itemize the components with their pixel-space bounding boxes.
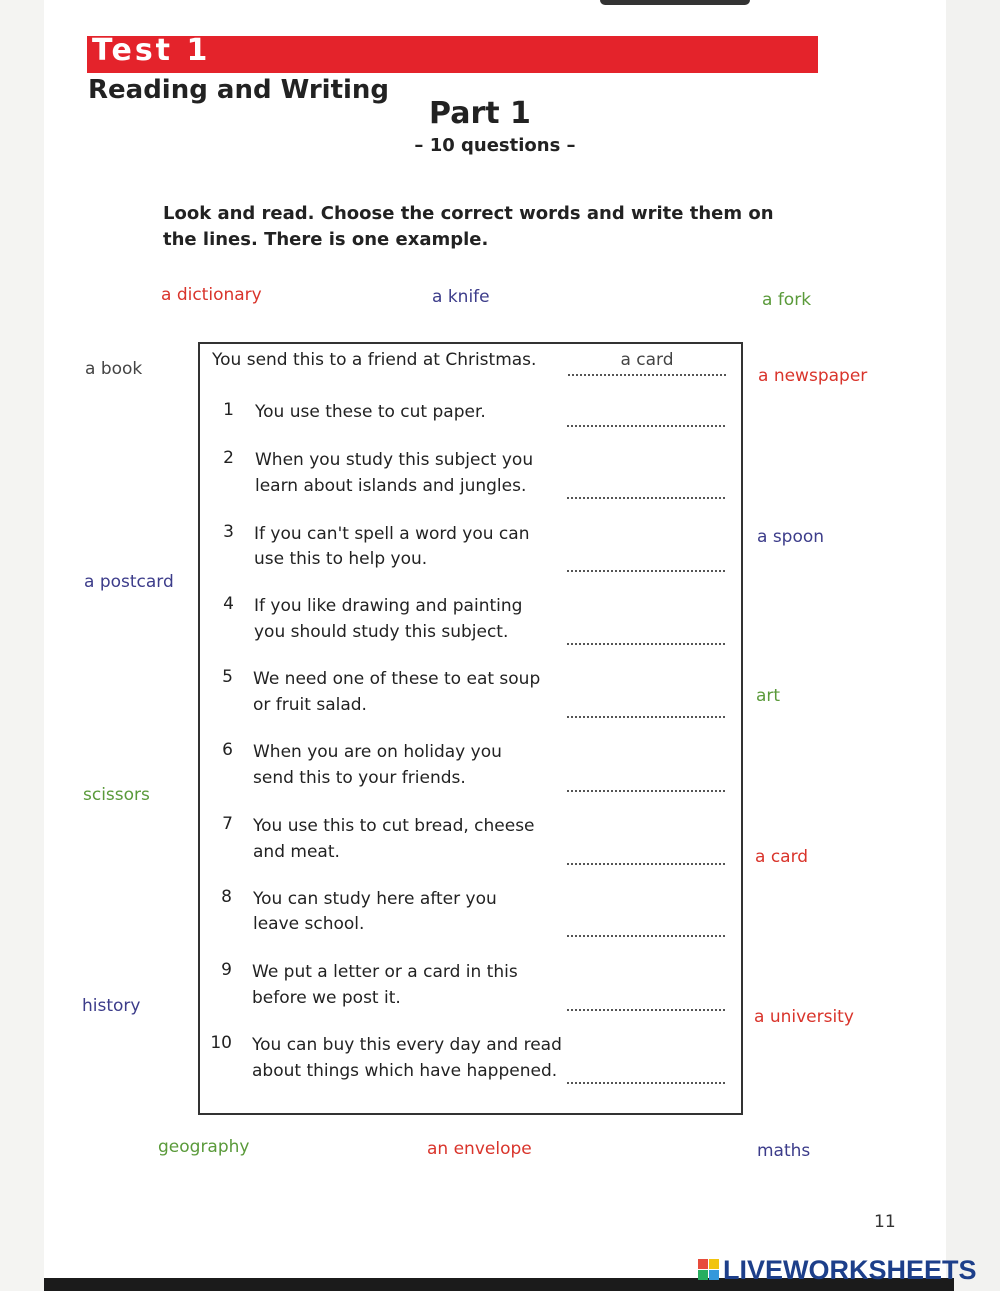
word-bank-item: history [82, 996, 141, 1016]
question-number: 7 [222, 814, 233, 834]
word-bank-item: scissors [83, 785, 150, 805]
question-number: 2 [223, 448, 234, 468]
question-text: You can buy this every day and read [252, 1035, 562, 1055]
question-number: 5 [222, 667, 233, 687]
answer-line-9[interactable] [567, 1008, 725, 1011]
question-text: You use this to cut bread, cheese [253, 816, 535, 836]
word-bank-item: a spoon [757, 527, 825, 547]
word-bank-item: a book [85, 359, 143, 379]
question-text: before we post it. [252, 988, 401, 1008]
question-text: and meat. [253, 842, 340, 862]
part-title: Part 1 [429, 96, 531, 131]
word-bank-item: a knife [432, 287, 490, 307]
question-text: We put a letter or a card in this [252, 962, 518, 982]
question-text: We need one of these to eat soup [253, 669, 541, 689]
word-bank-item: art [756, 686, 781, 706]
example-answer: a card [568, 350, 726, 376]
page-number: 11 [874, 1212, 896, 1232]
question-number: 6 [222, 740, 233, 760]
question-text: about things which have happened. [252, 1061, 558, 1081]
example-question: You send this to a friend at Christmas. [212, 350, 537, 370]
instruction-text: Look and read. Choose the correct words and write them on the lines. There is one example. [163, 203, 774, 250]
answer-line-1[interactable] [567, 424, 725, 427]
answer-line-7[interactable] [567, 862, 725, 865]
question-text: you should study this subject. [254, 622, 509, 642]
question-text: If you like drawing and painting [254, 596, 523, 616]
word-bank-item: an envelope [427, 1139, 532, 1159]
word-bank-item: a dictionary [161, 285, 262, 305]
answer-line-6[interactable] [567, 789, 725, 792]
section-subtitle: Reading and Writing [88, 75, 390, 105]
question-number: 8 [221, 887, 232, 907]
scan-right-edge [946, 0, 1000, 1291]
question-text: When you are on holiday you [253, 742, 502, 762]
answer-line-5[interactable] [567, 715, 725, 718]
answer-line-10[interactable] [567, 1081, 725, 1084]
question-text: learn about islands and jungles. [255, 476, 527, 496]
question-number: 1 [223, 400, 234, 420]
question-text: use this to help you. [254, 549, 428, 569]
word-bank-item: geography [158, 1137, 250, 1157]
question-number: 3 [223, 522, 234, 542]
question-number: 10 [210, 1033, 232, 1053]
liveworksheets-watermark [698, 1255, 977, 1285]
question-number: 4 [223, 594, 234, 614]
answer-line-8[interactable] [567, 934, 725, 937]
word-bank-item: a card [755, 847, 809, 867]
question-text: leave school. [253, 914, 365, 934]
question-text: or fruit salad. [253, 695, 367, 715]
scan-left-edge [0, 0, 44, 1291]
answer-line-3[interactable] [567, 569, 725, 572]
word-bank-item: a newspaper [758, 366, 868, 386]
question-number: 9 [221, 960, 232, 980]
liveworksheets-wordmark: LIVEWORKSHEETS [723, 1254, 977, 1285]
scan-top-shadow [600, 0, 750, 5]
word-bank-item: a fork [762, 290, 812, 310]
answer-line-2[interactable] [567, 496, 725, 499]
question-text: If you can't spell a word you can [254, 524, 530, 544]
answer-line-4[interactable] [567, 642, 725, 645]
word-bank-item: maths [757, 1141, 811, 1161]
question-text: You use these to cut paper. [255, 402, 486, 422]
question-text: send this to your friends. [253, 768, 466, 788]
word-bank-item: a university [754, 1007, 854, 1027]
question-text: You can study here after you [253, 889, 497, 909]
test-title: Test 1 [92, 33, 211, 68]
word-bank-item: a postcard [84, 572, 174, 592]
question-count: – 10 questions – [414, 135, 576, 156]
liveworksheets-logo-icon [698, 1259, 720, 1281]
question-text: When you study this subject you [255, 450, 534, 470]
